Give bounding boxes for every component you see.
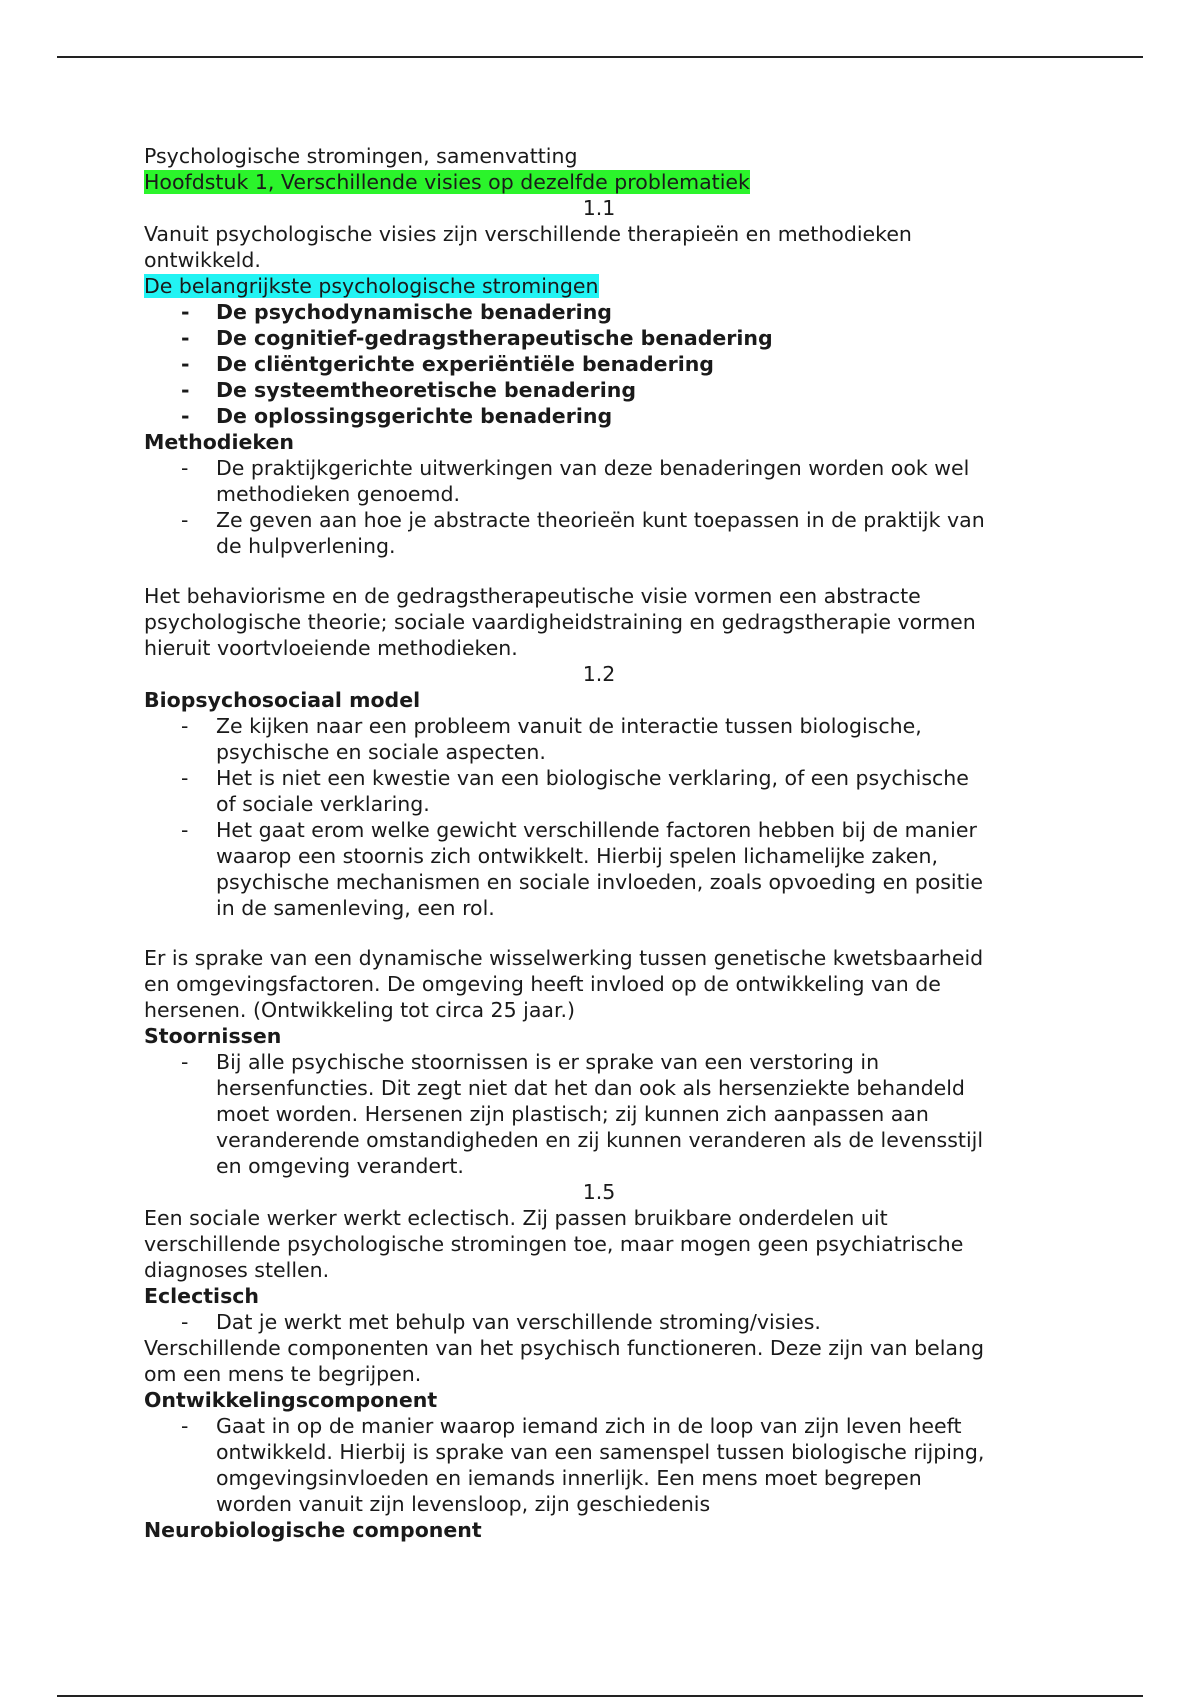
section-number-1-5: 1.5 (582, 1180, 616, 1204)
dash-marker: - (181, 508, 189, 532)
list-item: - Het is niet een kwestie van een biologische verklaring, of een psychische of sociale verklaring. (181, 766, 969, 816)
list-item-text: De oplossingsgerichte benadering (216, 404, 613, 428)
neuro-heading: Neurobiologische component (144, 1518, 482, 1542)
ontwikkeling-heading: Ontwikkelingscomponent (144, 1388, 438, 1412)
list-item-text: De systeemtheoretische benadering (216, 378, 636, 402)
list-item: - Bij alle psychische stoornissen is er sprake van een verstoring in hersenfuncties. Dit zegt niet dat het dan ook als hersenziekte behandeld moet worden. Hersenen zijn plastisch; zij kunnen zich aanpassen aan veranderende omstandigheden en zij kunnen veranderen als de levensstijl en omgeving verandert. (181, 1050, 984, 1178)
bio-list (144, 713, 1064, 921)
intro-paragraph: Vanuit psychologische visies zijn verschillende therapieën en methodieken ontwikkeld. (144, 222, 912, 272)
dash-marker: - (181, 714, 189, 738)
dash-marker: - (181, 378, 190, 402)
bio-heading: Biopsychosociaal model (144, 688, 421, 712)
ontwikkeling-list (144, 1413, 1064, 1517)
behaviorisme-paragraph: Het behaviorisme en de gedragstherapeutische visie vormen een abstracte psychologische theorie; sociale vaardigheidstraining en gedragstherapie vormen hieruit voortvloeiende methodieken. (144, 584, 976, 660)
list-item: - Het gaat erom welke gewicht verschillende factoren hebben bij de manier waarop een stoornis zich ontwikkelt. Hierbij spelen lichamelijke zaken, psychische mechanismen en sociale invloeden, zoals opvoeding en positie in de samenleving, een rol. (181, 818, 983, 920)
document-title: Psychologische stromingen, samenvatting (144, 144, 578, 168)
list-item (144, 377, 1064, 403)
list-item: - Gaat in op de manier waarop iemand zich in de loop van zijn leven heeft ontwikkeld. Hierbij is sprake van een samenspel tussen biologische rijping, omgevingsinvloeden en iemands innerlijk. Een mens moet begrepen worden vanuit zijn levensloop, zijn geschiedenis (181, 1414, 985, 1516)
componenten-paragraph: Verschillende componenten van het psychisch functioneren. Deze zijn van belang om een mens te begrijpen. (144, 1336, 984, 1386)
dash-marker: - (181, 456, 189, 480)
methodieken-list (144, 455, 1064, 559)
dash-marker: - (181, 818, 189, 842)
document-body (144, 143, 1064, 1543)
dash-marker: - (181, 1050, 189, 1074)
dash-marker: - (181, 1414, 189, 1438)
dash-marker: - (181, 1310, 189, 1334)
dash-marker: - (181, 352, 190, 376)
methodieken-heading: Methodieken (144, 430, 294, 454)
header-rule (57, 56, 1143, 58)
stromingen-list (144, 299, 1064, 429)
list-item (144, 299, 1064, 325)
section-number-1-2: 1.2 (582, 662, 616, 686)
stromingen-heading: De belangrijkste psychologische stromingen (144, 274, 599, 298)
list-item: - Ze geven aan hoe je abstracte theorieën kunt toepassen in de praktijk van de hulpverlening. (181, 508, 985, 558)
stoornissen-list (144, 1049, 1064, 1179)
section-number-1-1: 1.1 (582, 196, 616, 220)
list-item (144, 1309, 1064, 1335)
dash-marker: - (181, 766, 189, 790)
list-item (144, 403, 1064, 429)
eclectisch-list (144, 1309, 1064, 1335)
wisselwerking-paragraph: Er is sprake van een dynamische wisselwerking tussen genetische kwetsbaarheid en omgevingsfactoren. De omgeving heeft invloed op de ontwikkeling van de hersenen. (Ontwikkeling tot circa 25 jaar.) (144, 946, 984, 1022)
footer-rule (57, 1695, 1143, 1697)
list-item (144, 325, 1064, 351)
chapter-heading: Hoofdstuk 1, Verschillende visies op dezelfde problematiek (144, 170, 750, 194)
list-item-text: De cliëntgerichte experiëntiële benadering (216, 352, 714, 376)
eclectisch-heading: Eclectisch (144, 1284, 260, 1308)
stoornissen-heading: Stoornissen (144, 1024, 282, 1048)
dash-marker: - (181, 326, 190, 350)
list-item-text: Dat je werkt met behulp van verschillende stroming/visies. (216, 1310, 821, 1334)
dash-marker: - (181, 300, 190, 324)
list-item-text: De cognitief-gedragstherapeutische benadering (216, 326, 773, 350)
list-item-text: De psychodynamische benadering (216, 300, 612, 324)
eclectisch-intro: Een sociale werker werkt eclectisch. Zij passen bruikbare onderdelen uit verschillende psychologische stromingen toe, maar mogen geen psychiatrische diagnoses stellen. (144, 1206, 964, 1282)
list-item: - Ze kijken naar een probleem vanuit de interactie tussen biologische, psychische en sociale aspecten. (181, 714, 922, 764)
list-item (144, 351, 1064, 377)
dash-marker: - (181, 404, 190, 428)
list-item: - De praktijkgerichte uitwerkingen van deze benaderingen worden ook wel methodieken genoemd. (181, 456, 970, 506)
